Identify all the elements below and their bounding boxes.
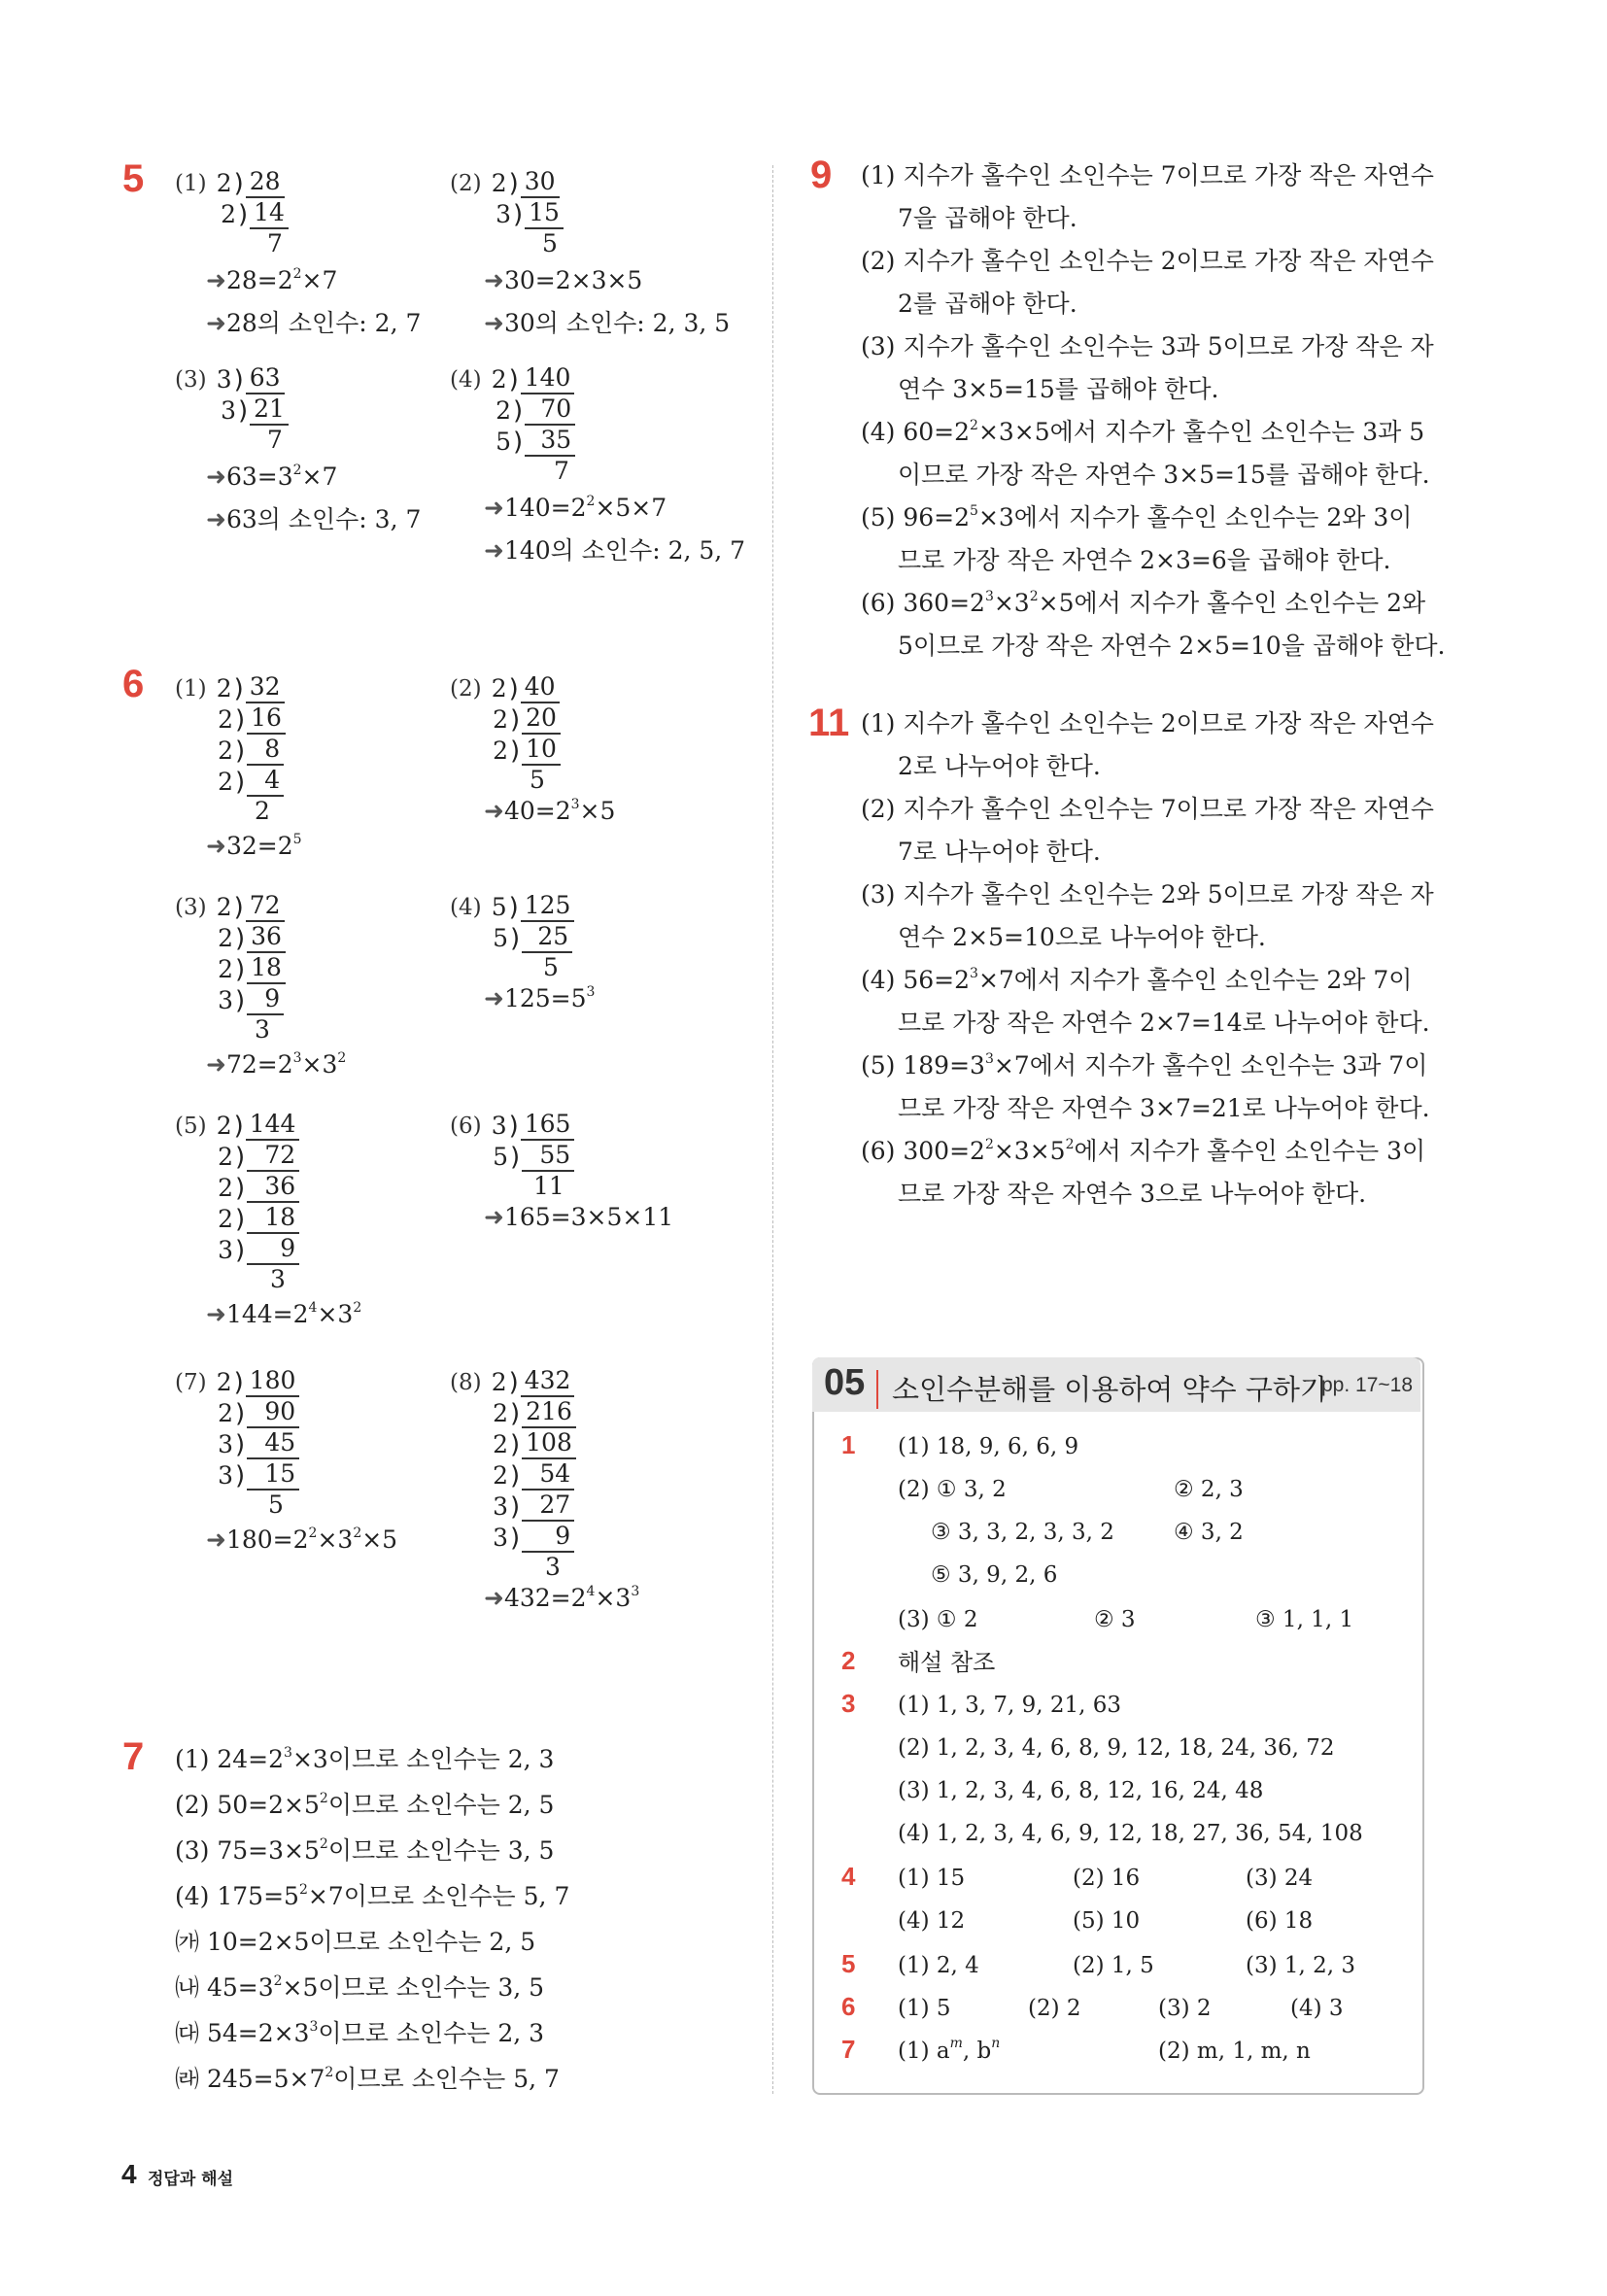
p7-line-3: (3) $75=3\times 5^2$이므로 소인수는 3, 5 [175,1836,555,1865]
p11-lines: (1) 지수가 홀수인 소인수는 2이므로 가장 작은 자연수 2로 나누어야 한다. (2) 지수가 홀수인 소인수는 7이므로 가장 작은 자연수 7로 나누어야 한다. (3) 지수가 홀수인 소인수는 2와 5이므로 가장 작은 자 연수 2×5=10으로 나누어야 한다. (4) $56=2^3\times 7$에서 지수가 홀수인 소인수는 2와 7이 므로 가장 작은 자연수 2×7=14로 나누어야 한다. (5) $189=3^3\times 7$에서 지수가 홀수인 소인수는 3과 7이 므로 가장 작은 자연수 3×7=21로 나누어야 한다. (6) $300=2^2\times 3\times 5^2$에서 지수가 홀수인 소인수는 3이 므로 가장 작은 자연수 3으로 나누어야 한다. [861,709,1434,1208]
item-3-number: 3 [841,1689,856,1718]
p7-line-5: ㈎ 10=2×5이므로 소인수는 2, 5 [175,1928,536,1956]
item-1-c3: ③ 1, 1, 1 [1255,1607,1354,1632]
problem-number-6: 6 [122,663,145,705]
section-title: 소인수분해를 이용하여 약수 구하기 [892,1373,1327,1406]
p6-a: (1) 2 ) 32 2 ) 16 2 ) 8 2 ) 4 2 $➜32=2^5$ [175,672,302,860]
p5-a-label: (1) [175,171,207,196]
item-7-number: 7 [841,2035,856,2064]
section-header-rule [876,1370,878,1409]
item-6-d: (4) 3 [1290,1996,1344,2021]
p7-line-8: ㈑ $245=5\times 7^2$이므로 소인수는 5, 7 [175,2065,560,2093]
item-6-b: (2) 2 [1028,1996,1081,2021]
item-4-d: (4) 12 [898,1908,966,1934]
item-1-b3: ③ 3, 3, 2, 3, 3, 2 [931,1520,1114,1545]
item-1-c1: (3) ① 2 [898,1607,978,1632]
item-4-e: (5) 10 [1073,1908,1141,1934]
p6-d: (4) 5 ) 125 5 ) 25 5 $➜125=5^3$ [450,891,596,1012]
p6-g: (7) 2 ) 180 2 ) 90 3 ) 45 3 ) 15 5 $➜180=2^2\times 3^2\times 5$ [175,1366,398,1554]
item-1-b5: ⑤ 3, 9, 2, 6 [931,1562,1058,1588]
item-7-a: (1) $a^m$, $b^n$ [898,2036,1001,2064]
item-4-f: (6) 18 [1246,1908,1314,1934]
item-5-c: (3) 1, 2, 3 [1246,1953,1356,1978]
item-3-c: (3) 1, 2, 3, 4, 6, 8, 12, 16, 24, 48 [898,1778,1264,1803]
problem-number-5: 5 [122,157,145,200]
item-4-b: (2) 16 [1073,1866,1141,1891]
p7-line-7: ㈐ $54=2\times 3^3$이므로 소인수는 2, 3 [175,2019,545,2047]
item-1-number: 1 [841,1430,856,1459]
item-3-d: (4) 1, 2, 3, 4, 6, 9, 12, 18, 27, 36, 54, 108 [898,1821,1363,1846]
p5-d: (4) 2 ) 140 2 ) 70 5 ) 35 7 $➜140=2^2\times 5\times 7$ ➜140의 소인수: 2, 5, 7 [450,363,746,565]
p7-line-4: (4) $175=5^2\times 7$이므로 소인수는 5, 7 [175,1882,570,1910]
item-4-a: (1) 15 [898,1866,966,1891]
page-number: 4 [121,2159,137,2189]
p5-a: (1) 2 ) 28 2 ) 14 7 $➜28=2^2\times 7$ ➜28의 소인수: 2, 7 [175,167,422,337]
problem-number-7: 7 [122,1735,145,1778]
item-5-a: (1) 2, 4 [898,1953,979,1978]
item-5-b: (2) 1, 5 [1073,1953,1154,1978]
item-3-a: (1) 1, 3, 7, 9, 21, 63 [898,1693,1122,1718]
item-7-b: (2) m, 1, m, n [1158,2039,1311,2064]
item-5-number: 5 [841,1949,856,1978]
item-4-c: (3) 24 [1246,1866,1314,1891]
problem-number-9: 9 [810,154,833,196]
p7-lines [175,1745,569,2110]
section-pages: pp. 17~18 [1321,1374,1414,1396]
p6-f: (6) 3 ) 165 5 ) 55 11 ➜165=3×5×11 [450,1110,674,1231]
p5-b: (2) 2 ) 30 3 ) 15 5 ➜30=2×3×5 ➜30의 소인수: 2, 3, 5 [450,167,731,337]
column-divider [772,165,773,2094]
section-05-box [812,1357,1424,2095]
p5-c: (3) 3 ) 63 3 ) 21 7 $➜63=3^2\times 7$ ➜63의 소인수: 3, 7 [175,363,422,533]
item-1-a: (1) 18, 9, 6, 6, 9 [898,1434,1079,1459]
item-4-number: 4 [841,1862,856,1891]
p6-b: (2) 2 ) 40 2 ) 20 2 ) 10 5 $➜40=2^3\times 5$ [450,672,616,825]
p7-line-2: (2) $50=2\times 5^2$이므로 소인수는 2, 5 [175,1791,555,1819]
item-6-c: (3) 2 [1158,1996,1212,2021]
p6-h: (8) 2 ) 432 2 ) 216 2 ) 108 2 ) 54 3 ) 27 3 ) 9 3 $➜432=2^4\times 3^3$ [450,1366,640,1612]
item-3-b: (2) 1, 2, 3, 4, 6, 8, 9, 12, 18, 24, 36, 72 [898,1735,1335,1761]
item-2-a: 해설 참조 [898,1649,996,1676]
problem-number-11: 11 [808,702,850,744]
p9-lines: (1) 지수가 홀수인 소인수는 7이므로 가장 작은 자연수 7을 곱해야 한다. (2) 지수가 홀수인 소인수는 2이므로 가장 작은 자연수 2를 곱해야 한다. (3) 지수가 홀수인 소인수는 3과 5이므로 가장 작은 자 연수 3×5=15를 곱해야 한다. (4) $60=2^2\times 3\times 5$에서 지수가 홀수인 소인수는 3과 5 이므로 가장 작은 자연수 3×5=15를 곱해야 한다. (5) $96=2^5\times 3$에서 지수가 홀수인 소인수는 2와 3이 므로 가장 작은 자연수 2×3=6을 곱해야 한다. (6) $360=2^3\times 3^2\times 5$에서 지수가 홀수인 소인수는 2와 5이므로 가장 작은 자연수 2×5=10을 곱해야 한다. [861,161,1446,660]
item-1-b4: ④ 3, 2 [1174,1520,1244,1545]
item-6-a: (1) 5 [898,1996,951,2021]
item-1-b2: ② 2, 3 [1174,1477,1244,1502]
p6-c: (3) 2 ) 72 2 ) 36 2 ) 18 3 ) 9 3 $➜72=2^3\times 3^2$ [175,891,347,1079]
p7-line-1: (1) $24=2^3\times 3$이므로 소인수는 2, 3 [175,1745,555,1773]
item-1-b1: (2) ① 3, 2 [898,1477,1007,1502]
p6-e: (5) 2 ) 144 2 ) 72 2 ) 36 2 ) 18 3 ) 9 3 $➜144=2^4\times 3^2$ [175,1110,362,1328]
item-6-number: 6 [841,1992,856,2021]
page-label: 정답과 해설 [148,2170,234,2189]
item-1-c2: ② 3 [1094,1607,1136,1632]
p7-line-6: ㈏ $45=3^2\times 5$이므로 소인수는 3, 5 [175,1973,545,2002]
item-2-number: 2 [841,1646,856,1675]
section-code: 05 [824,1362,866,1403]
